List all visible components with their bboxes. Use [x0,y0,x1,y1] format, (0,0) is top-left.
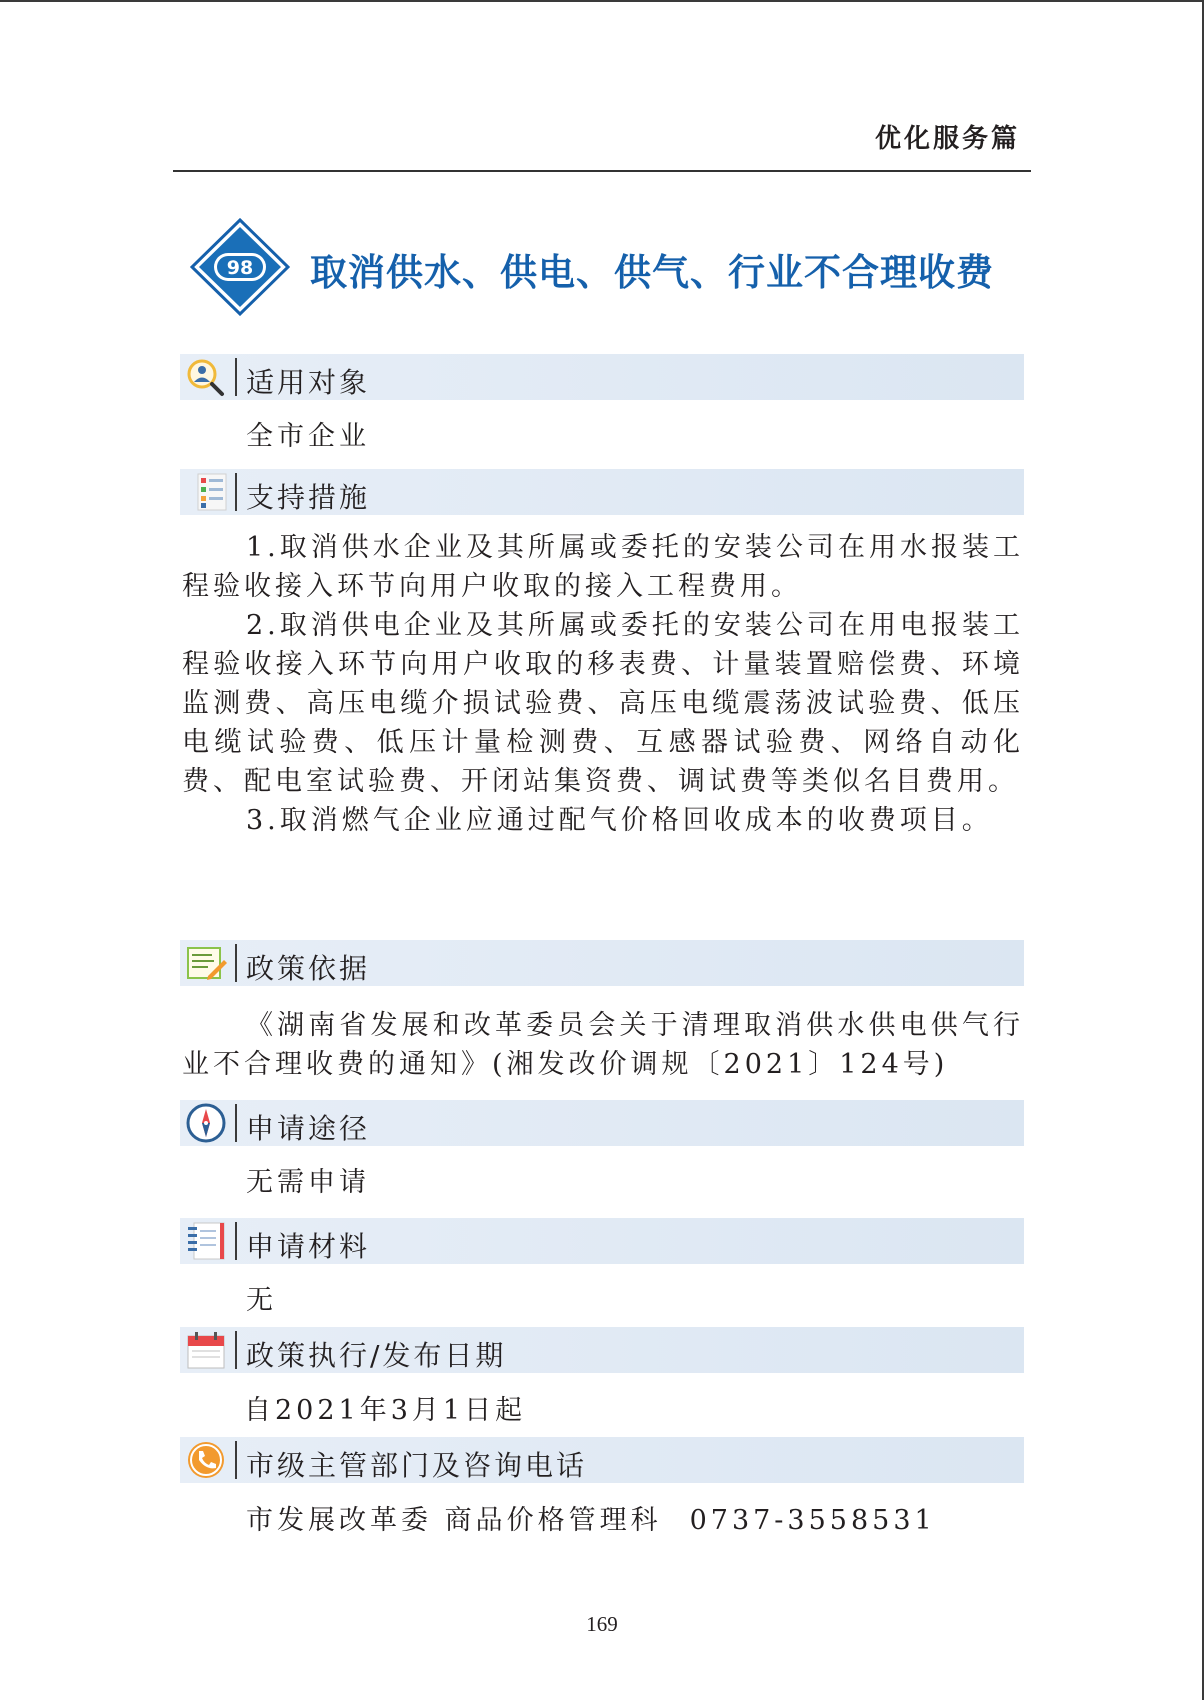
section-separator [235,1222,237,1260]
section-contact [180,1437,1024,1483]
contact-content [246,1498,936,1537]
header-rule [173,170,1031,172]
running-head: 优化服务篇 [874,124,1020,154]
date-content: 自2021年3月1日起 [244,1395,527,1426]
section-separator [235,1104,237,1142]
contact-phone: 0737-3558531 [689,1505,936,1536]
section-label: 适用对象 [246,366,371,399]
contact-department: 市发展改革委 商品价格管理科 [246,1505,662,1536]
person-magnifier-icon [184,357,228,397]
number-badge-icon [190,218,290,316]
section-separator [235,944,237,982]
section-target [180,354,1024,400]
section-separator [235,358,237,396]
section-date [180,1327,1024,1373]
measure-paragraph: 2.取消供电企业及其所属或委托的安装公司在用电报装工程验收接入环节向用户收取的移表费、计量装置赔偿费、环境监测费、高压电缆介损试验费、高压电缆震荡波试验费、低压电缆试验费、低压计量检测费、互感器试验费、网络自动化费、配电室试验费、开闭站集资费、调试费等类似名目费用。 [182,610,1024,797]
item-title [190,218,1030,316]
channel-content: 无需申请 [246,1167,370,1198]
section-label: 政策依据 [246,952,371,985]
compass-icon [184,1103,228,1143]
basis-paragraph: 《湖南省发展和改革委员会关于清理取消供水供电供气行业不合理收费的通知》(湘发改价调规〔2021〕124号) [182,1010,1024,1080]
phone-icon [184,1440,228,1480]
section-label: 支持措施 [246,481,371,514]
measure-paragraph: 3.取消燃气企业应通过配气价格回收成本的收费项目。 [246,805,993,836]
section-label: 市级主管部门及咨询电话 [246,1449,588,1482]
section-label: 政策执行/发布日期 [246,1339,507,1372]
document-pen-icon [184,943,228,983]
page-frame-top [0,0,1204,2]
calendar-icon [184,1330,228,1370]
section-separator [235,473,237,511]
item-number: 98 [226,257,254,279]
item-title-text: 取消供水、供电、供气、行业不合理收费 [310,250,994,294]
section-label: 申请材料 [246,1230,371,1263]
measure-paragraph: 1.取消供水企业及其所属或委托的安装公司在用水报装工程验收接入环节向用户收取的接入工程费用。 [182,532,1024,602]
measures-content [182,528,1024,840]
section-channel [180,1100,1024,1146]
section-separator [235,1331,237,1369]
page-number: 169 [586,1612,618,1636]
section-basis [180,940,1024,986]
section-materials [180,1218,1024,1264]
materials-content: 无 [246,1285,277,1316]
notebook-icon [184,1221,228,1261]
section-separator [235,1441,237,1479]
basis-content [182,1006,1024,1084]
target-content: 全市企业 [246,421,370,452]
checklist-icon [184,472,228,512]
section-label: 申请途径 [246,1112,371,1145]
section-measures [180,469,1024,515]
